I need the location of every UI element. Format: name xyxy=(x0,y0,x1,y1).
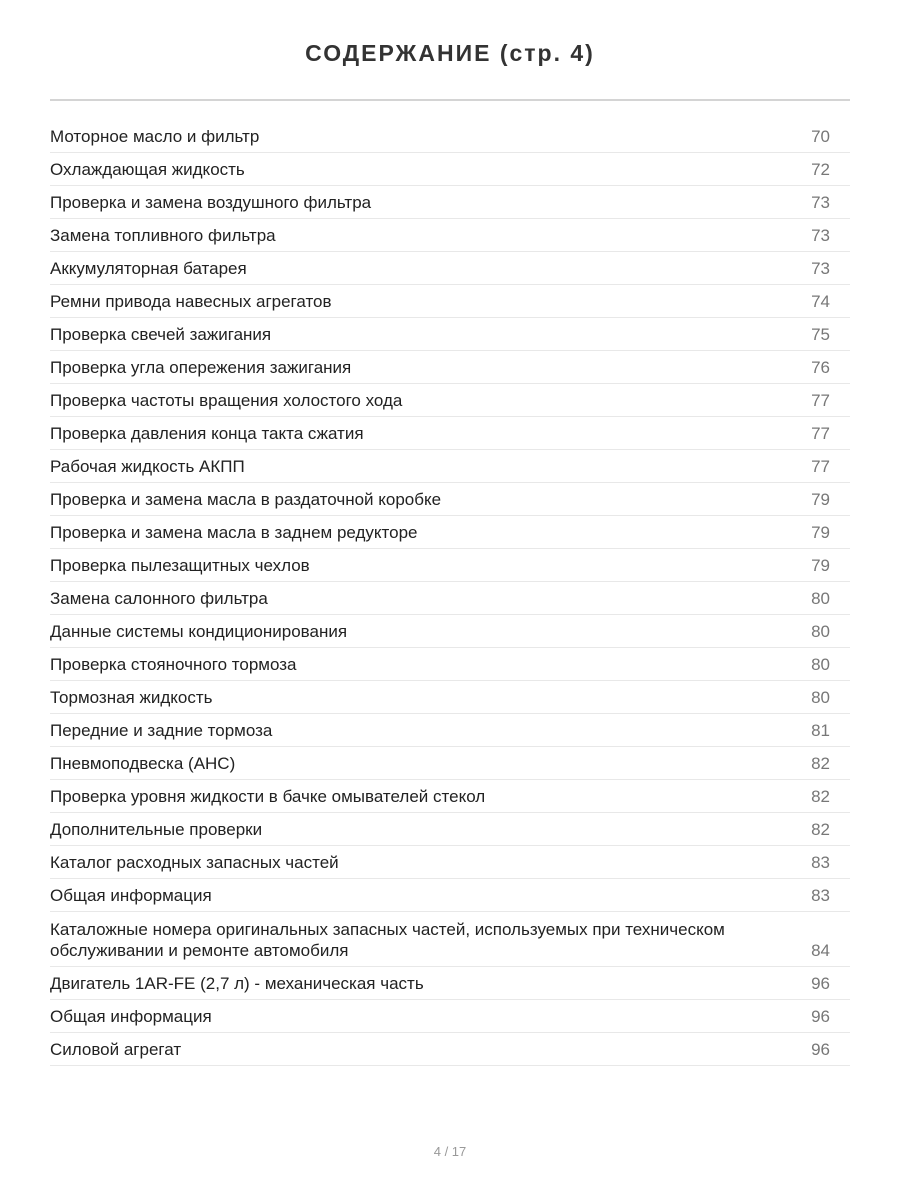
toc-entry-page-number: 96 xyxy=(811,974,830,993)
toc-entry-title: Рабочая жидкость АКПП xyxy=(50,457,245,476)
toc-entry-page-number: 79 xyxy=(811,556,830,575)
table-of-contents xyxy=(50,120,850,1066)
toc-entry[interactable] xyxy=(50,120,850,153)
toc-entry-page-number: 77 xyxy=(811,457,830,476)
toc-entry-title: Проверка пылезащитных чехлов xyxy=(50,556,310,575)
toc-entry-title: Замена топливного фильтра xyxy=(50,226,276,245)
toc-entry-title: Двигатель 1AR-FE (2,7 л) - механическая часть xyxy=(50,974,424,993)
toc-entry[interactable] xyxy=(50,967,850,1000)
title-divider xyxy=(50,99,850,101)
toc-entry-page-number: 74 xyxy=(811,292,830,311)
toc-entry-page-number: 70 xyxy=(811,127,830,146)
toc-entry-page-number: 83 xyxy=(811,853,830,872)
toc-entry-page-number: 96 xyxy=(811,1007,830,1026)
toc-entry[interactable] xyxy=(50,516,850,549)
toc-entry-page-number: 76 xyxy=(811,358,830,377)
toc-entry-title: Проверка уровня жидкости в бачке омывателей стекол xyxy=(50,787,486,806)
toc-entry[interactable] xyxy=(50,879,850,912)
toc-entry-title: Общая информация xyxy=(50,1007,212,1026)
toc-entry[interactable] xyxy=(50,714,850,747)
toc-entry-title: Ремни привода навесных агрегатов xyxy=(50,292,332,311)
toc-entry[interactable] xyxy=(50,549,850,582)
toc-entry[interactable] xyxy=(50,450,850,483)
toc-entry-page-number: 73 xyxy=(811,259,830,278)
toc-entry[interactable] xyxy=(50,912,850,967)
toc-entry[interactable] xyxy=(50,615,850,648)
toc-entry[interactable] xyxy=(50,846,850,879)
toc-entry-title: Общая информация xyxy=(50,886,212,905)
toc-entry-page-number: 73 xyxy=(811,193,830,212)
toc-entry[interactable] xyxy=(50,186,850,219)
toc-entry-title: Силовой агрегат xyxy=(50,1040,182,1059)
toc-entry-title: Данные системы кондиционирования xyxy=(50,622,348,641)
toc-entry-page-number: 82 xyxy=(811,787,830,806)
toc-entry-title: Проверка стояночного тормоза xyxy=(50,655,297,674)
toc-entry-page-number: 79 xyxy=(811,523,830,542)
toc-entry-title: Замена салонного фильтра xyxy=(50,589,268,608)
toc-entry-title: Охлаждающая жидкость xyxy=(50,160,245,179)
toc-entry-page-number: 79 xyxy=(811,490,830,509)
toc-entry[interactable] xyxy=(50,351,850,384)
toc-entry-page-number: 80 xyxy=(811,688,830,707)
toc-entry[interactable] xyxy=(50,219,850,252)
toc-entry[interactable] xyxy=(50,285,850,318)
toc-entry[interactable] xyxy=(50,153,850,186)
toc-entry-page-number: 80 xyxy=(811,655,830,674)
page-indicator: 4 / 17 xyxy=(433,1144,467,1159)
toc-entry-title: Проверка свечей зажигания xyxy=(50,325,272,344)
toc-entry[interactable] xyxy=(50,483,850,516)
toc-entry[interactable] xyxy=(50,780,850,813)
toc-entry[interactable] xyxy=(50,1000,850,1033)
toc-entry-title: Пневмоподвеска (AHC) xyxy=(50,754,236,773)
toc-entry-page-number: 80 xyxy=(811,589,830,608)
toc-entry-page-number: 77 xyxy=(811,424,830,443)
toc-entry[interactable] xyxy=(50,813,850,846)
toc-entry[interactable] xyxy=(50,747,850,780)
toc-entry-page-number: 72 xyxy=(811,160,830,179)
toc-entry-title: Каталожные номера оригинальных запасных частей, используемых при техническом обслуживании и ремонте автомобиля xyxy=(50,920,725,960)
toc-entry[interactable] xyxy=(50,582,850,615)
toc-entry-title: Проверка давления конца такта сжатия xyxy=(50,424,364,443)
toc-entry-title: Каталог расходных запасных частей xyxy=(50,853,339,872)
page xyxy=(50,0,850,1059)
toc-entry-title: Передние и задние тормоза xyxy=(50,721,273,740)
toc-entry[interactable] xyxy=(50,417,850,450)
toc-entry-page-number: 81 xyxy=(811,721,830,740)
toc-entry-page-number: 83 xyxy=(811,886,830,905)
toc-entry-title: Проверка частоты вращения холостого хода xyxy=(50,391,403,410)
toc-entry[interactable] xyxy=(50,681,850,714)
toc-entry[interactable] xyxy=(50,318,850,351)
toc-entry-page-number: 77 xyxy=(811,391,830,410)
toc-entry-page-number: 80 xyxy=(811,622,830,641)
toc-entry-page-number: 82 xyxy=(811,754,830,773)
toc-entry-title: Дополнительные проверки xyxy=(50,820,263,839)
toc-entry-title: Тормозная жидкость xyxy=(50,688,213,707)
toc-entry[interactable] xyxy=(50,384,850,417)
toc-entry[interactable] xyxy=(50,1033,850,1066)
toc-entry-page-number: 73 xyxy=(811,226,830,245)
toc-entry-title: Аккумуляторная батарея xyxy=(50,259,247,278)
toc-entry[interactable] xyxy=(50,648,850,681)
toc-entry-title: Проверка угла опережения зажигания xyxy=(50,358,352,377)
toc-entry-page-number: 96 xyxy=(811,1040,830,1059)
toc-entry-title: Моторное масло и фильтр xyxy=(50,127,260,146)
toc-entry[interactable] xyxy=(50,252,850,285)
toc-entry-page-number: 75 xyxy=(811,325,830,344)
toc-entry-title: Проверка и замена масла в заднем редукторе xyxy=(50,523,418,542)
toc-entry-page-number: 82 xyxy=(811,820,830,839)
page-title: СОДЕРЖАНИЕ (стр. 4) xyxy=(305,40,595,66)
toc-entry-page-number: 84 xyxy=(811,941,830,960)
toc-entry-title: Проверка и замена воздушного фильтра xyxy=(50,193,372,212)
toc-entry-title: Проверка и замена масла в раздаточной коробке xyxy=(50,490,442,509)
